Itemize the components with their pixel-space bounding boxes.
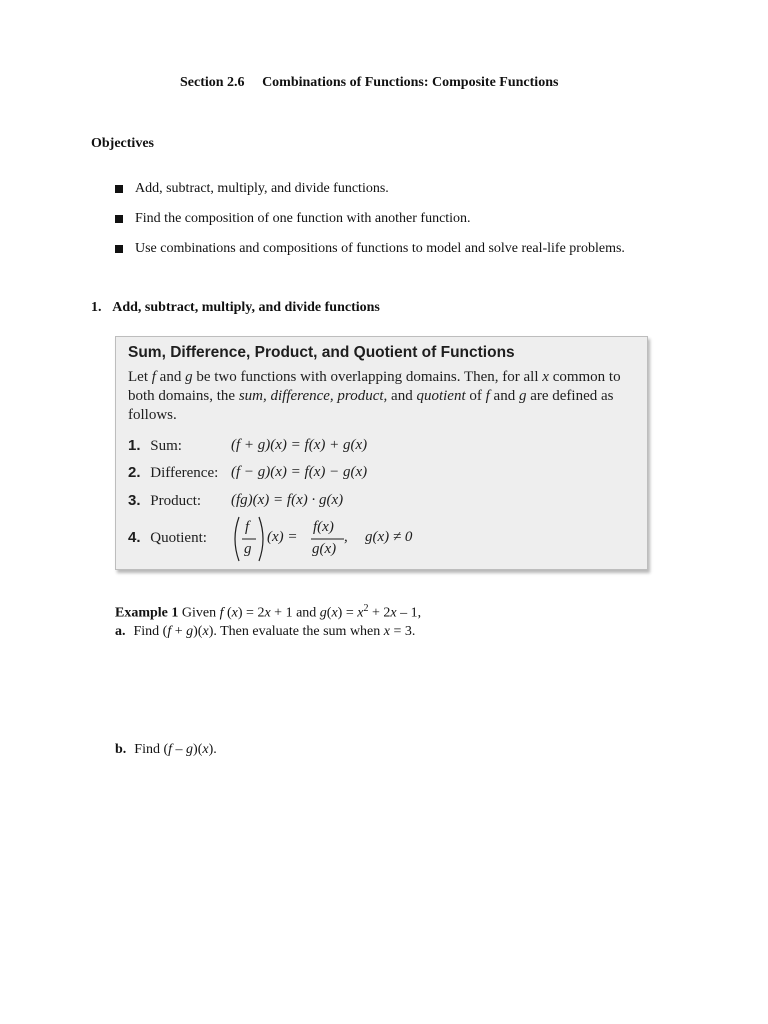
part-var: g bbox=[186, 624, 194, 639]
section-1-number: 1. bbox=[91, 300, 102, 315]
objective-text: Use combinations and compositions of functions to model and solve real-life problems. bbox=[135, 241, 625, 256]
quotient-denominator-g: g bbox=[244, 541, 252, 557]
example-text: + 2 bbox=[368, 605, 391, 621]
objective-item bbox=[115, 241, 625, 271]
row-number: 1. bbox=[128, 437, 141, 454]
row-formula: (f + g)(x) = f(x) + g(x) bbox=[231, 437, 368, 453]
part-var: f bbox=[168, 742, 173, 757]
quotient-x-equals: (x) = bbox=[267, 529, 298, 545]
intro-text: and bbox=[387, 388, 417, 404]
example-var: g bbox=[319, 605, 327, 621]
section-1-heading bbox=[91, 300, 380, 316]
quotient-formula: f g (x) = f(x) g(x) , g(x) ≠ 0 bbox=[231, 513, 531, 565]
intro-emphasis: quotient bbox=[416, 388, 466, 404]
example-var: x bbox=[331, 605, 338, 621]
intro-text: and bbox=[489, 388, 519, 404]
part-text: = 3. bbox=[389, 624, 416, 639]
definition-row-difference bbox=[128, 464, 368, 484]
quotient-fraction-numerator: f(x) bbox=[313, 519, 334, 535]
row-number: 3. bbox=[128, 492, 141, 509]
part-var: x bbox=[383, 624, 390, 639]
intro-text: of bbox=[465, 388, 486, 404]
square-bullet-icon bbox=[115, 215, 123, 223]
intro-var: f bbox=[485, 388, 490, 404]
part-text: ). bbox=[208, 742, 217, 757]
definition-row-quotient bbox=[128, 519, 413, 557]
part-text: + bbox=[171, 624, 187, 639]
right-paren-icon bbox=[259, 517, 263, 561]
part-text: Find ( bbox=[134, 742, 169, 757]
part-a bbox=[115, 624, 415, 640]
row-number: 4. bbox=[128, 529, 141, 546]
part-var: x bbox=[202, 624, 209, 639]
example-text: ( bbox=[326, 605, 332, 621]
part-var: x bbox=[202, 742, 209, 757]
intro-text: are defined as follows. bbox=[128, 388, 614, 423]
quotient-condition: g(x) ≠ 0 bbox=[365, 529, 413, 545]
page-header bbox=[180, 75, 558, 91]
intro-text: common to both domains, the bbox=[128, 369, 621, 404]
objectives-heading: Objectives bbox=[91, 136, 154, 151]
objectives-list bbox=[115, 181, 625, 271]
definition-row-product bbox=[128, 492, 344, 512]
intro-text: and bbox=[155, 369, 186, 385]
row-label: Difference: bbox=[150, 465, 219, 481]
example-1 bbox=[115, 603, 421, 622]
example-text: ( bbox=[223, 605, 232, 621]
row-formula: (fg)(x) = f(x) · g(x) bbox=[231, 492, 344, 508]
example-var: x bbox=[264, 605, 271, 621]
objective-item bbox=[115, 211, 625, 241]
part-label: b. bbox=[115, 742, 127, 757]
quotient-numerator-f: f bbox=[245, 519, 250, 535]
section-1-title: Add, subtract, multiply, and divide functions bbox=[112, 300, 380, 315]
example-var: f bbox=[219, 605, 224, 621]
definition-intro bbox=[128, 368, 640, 425]
part-b bbox=[115, 742, 217, 758]
definition-title: Sum, Difference, Product, and Quotient of Functions bbox=[128, 344, 515, 361]
part-text: )( bbox=[193, 742, 203, 757]
example-text: – 1, bbox=[396, 605, 422, 621]
objective-text: Add, subtract, multiply, and divide functions. bbox=[135, 181, 389, 196]
example-text: Given bbox=[178, 605, 220, 621]
row-label: Product: bbox=[150, 493, 202, 509]
section-number: Section 2.6 bbox=[180, 75, 245, 90]
intro-text: be two functions with overlapping domains. Then, for all bbox=[192, 369, 543, 385]
row-label: Sum: bbox=[150, 438, 182, 454]
part-text: )( bbox=[193, 624, 203, 639]
definition-box bbox=[115, 336, 648, 570]
row-label: Quotient: bbox=[150, 530, 207, 546]
example-text: ) = 2 bbox=[237, 605, 265, 621]
objective-text: Find the composition of one function with another function. bbox=[135, 211, 471, 226]
example-var: x bbox=[357, 605, 364, 621]
square-bullet-icon bbox=[115, 185, 123, 193]
example-text: + 1 and bbox=[270, 605, 320, 621]
intro-text: Let bbox=[128, 369, 152, 385]
exponent: 2 bbox=[363, 603, 369, 614]
intro-var: f bbox=[151, 369, 156, 385]
objective-item bbox=[115, 181, 625, 211]
quotient-fraction-denominator: g(x) bbox=[312, 541, 337, 557]
intro-emphasis: sum, difference, product, bbox=[238, 388, 388, 404]
left-paren-icon bbox=[235, 517, 239, 561]
intro-var: x bbox=[542, 369, 549, 385]
row-number: 2. bbox=[128, 464, 141, 481]
part-var: f bbox=[167, 624, 172, 639]
definition-row-sum bbox=[128, 437, 368, 457]
example-var: x bbox=[231, 605, 238, 621]
square-bullet-icon bbox=[115, 245, 123, 253]
example-var: x bbox=[390, 605, 397, 621]
part-text: Find ( bbox=[133, 624, 168, 639]
example-text: ) = bbox=[337, 605, 358, 621]
example-label: Example 1 bbox=[115, 605, 179, 621]
part-text: – bbox=[172, 742, 187, 757]
part-text: ). Then evaluate the sum when bbox=[208, 624, 384, 639]
row-formula: (f − g)(x) = f(x) − g(x) bbox=[231, 464, 368, 480]
section-title: Combinations of Functions: Composite Functions bbox=[262, 75, 559, 90]
intro-var: g bbox=[518, 388, 527, 404]
part-label: a. bbox=[115, 624, 126, 639]
part-var: g bbox=[186, 742, 194, 757]
intro-var: g bbox=[185, 369, 193, 385]
